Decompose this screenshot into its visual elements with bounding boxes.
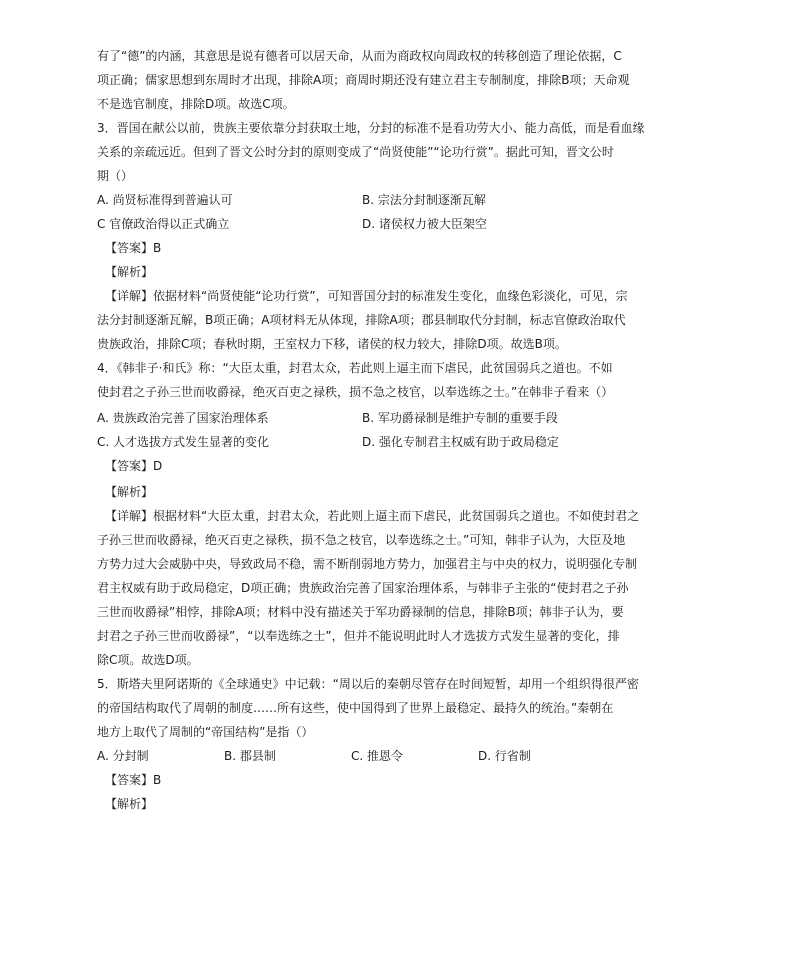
question-5-stem: 的帝国结构取代了周朝的制度……所有这些，使中国得到了世界上最稳定、最持久的统治。”秦朝在 xyxy=(97,701,614,715)
q4-option-d: D. 强化专制君主权威有助于政局稳定 xyxy=(362,435,559,449)
q5-option-d: D. 行省制 xyxy=(478,749,531,763)
question-5-stem: 5．斯塔夫里阿诺斯的《全球通史》中记载：“周以后的秦朝尽管存在时间短暂，却用一个组织得很严密 xyxy=(97,677,639,691)
q4-detail: 君主权威有助于政局稳定，D项正确；贵族政治完善了国家治理体系，与韩非子主张的“使封君之子孙 xyxy=(97,581,629,595)
q4-detail: 方势力过大会威胁中央，导致政局不稳，需不断削弱地方势力，加强君主与中央的权力，说明强化专制 xyxy=(97,557,638,571)
q4-detail: 【详解】根据材料“大臣太重，封君太众，若此则上逼主而下虐民，此贫国弱兵之道也。不如使封君之 xyxy=(105,509,640,523)
continuation-line: 有了“德”的内涵，其意思是说有德者可以居天命，从而为商政权向周政权的转移创造了理论依据，C xyxy=(97,49,622,63)
q3-option-a: A. 尚贤标准得到普遍认可 xyxy=(97,193,233,207)
q4-answer: 【答案】D xyxy=(105,459,163,473)
question-3-stem: 期（） xyxy=(97,169,134,183)
q4-option-a: A. 贵族政治完善了国家治理体系 xyxy=(97,411,269,425)
question-4-stem: 使封君之子孙三世而收爵禄，绝灭百吏之禄秩，损不急之枝官，以奉选练之士。”在韩非子看来（） xyxy=(97,385,614,399)
q3-detail: 【详解】依据材料“尚贤使能“论功行赏”，可知晋国分封的标准发生变化，血缘色彩淡化，可见，宗 xyxy=(105,289,628,303)
q3-detail: 法分封制逐渐瓦解，B项正确；A项材料无从体现，排除A项；郡县制取代分封制，标志官僚政治取代 xyxy=(97,313,626,327)
q3-detail: 贵族政治，排除C项；春秋时期，王室权力下移，诸侯的权力较大，排除D项。故选B项。 xyxy=(97,337,567,351)
q4-option-c: C. 人才选拔方式发生显著的变化 xyxy=(97,435,270,449)
q4-analysis-label: 【解析】 xyxy=(105,485,154,499)
q3-option-b: B. 宗法分封制逐渐瓦解 xyxy=(362,193,486,207)
q3-answer: 【答案】B xyxy=(105,241,162,255)
q3-analysis-label: 【解析】 xyxy=(105,265,154,279)
continuation-line: 不是选官制度，排除D项。故选C项。 xyxy=(97,97,295,111)
q5-option-b: B. 郡县制 xyxy=(224,749,276,763)
q5-option-c: C. 推恩令 xyxy=(351,749,404,763)
q4-detail: 子孙三世而收爵禄，绝灭百吏之禄秩，损不急之枝官，以奉选练之士。”可知，韩非子认为，大臣及地 xyxy=(97,533,626,547)
question-3-stem: 关系的亲疏远近。但到了晋文公时分封的原则变成了“尚贤使能”“论功行赏”。据此可知，晋文公时 xyxy=(97,145,614,159)
q4-detail: 除C项。故选D项。 xyxy=(97,653,199,667)
continuation-line: 项正确；儒家思想到东周时才出现，排除A项；商周时期还没有建立君主专制制度，排除B项；天命观 xyxy=(97,73,630,87)
question-5-stem: 地方上取代了周制的“帝国结构”是指（） xyxy=(97,725,314,739)
question-3-stem: 3．晋国在献公以前，贵族主要依靠分封获取土地，分封的标准不是看功劳大小、能力高低，而是看血缘 xyxy=(97,121,645,135)
q4-detail: 三世而收爵禄”相悖，排除A项；材料中没有描述关于军功爵禄制的信息，排除B项；韩非子认为，要 xyxy=(97,605,624,619)
q5-analysis-label: 【解析】 xyxy=(105,797,154,811)
q5-answer: 【答案】B xyxy=(105,773,162,787)
q5-option-a: A. 分封制 xyxy=(97,749,149,763)
q4-detail: 封君之子孙三世而收爵禄”，“以奉选练之士”，但并不能说明此时人才选拔方式发生显著的变化，排 xyxy=(97,629,620,643)
q3-option-c: C 官僚政治得以正式确立 xyxy=(97,217,230,231)
q3-option-d: D. 诸侯权力被大臣架空 xyxy=(362,217,487,231)
question-4-stem: 4．《韩非子·和氏》称：“大臣太重，封君太众，若此则上逼主而下虐民，此贫国弱兵之道也。不如 xyxy=(97,361,613,375)
q4-option-b: B. 军功爵禄制是维护专制的重要手段 xyxy=(362,411,558,425)
